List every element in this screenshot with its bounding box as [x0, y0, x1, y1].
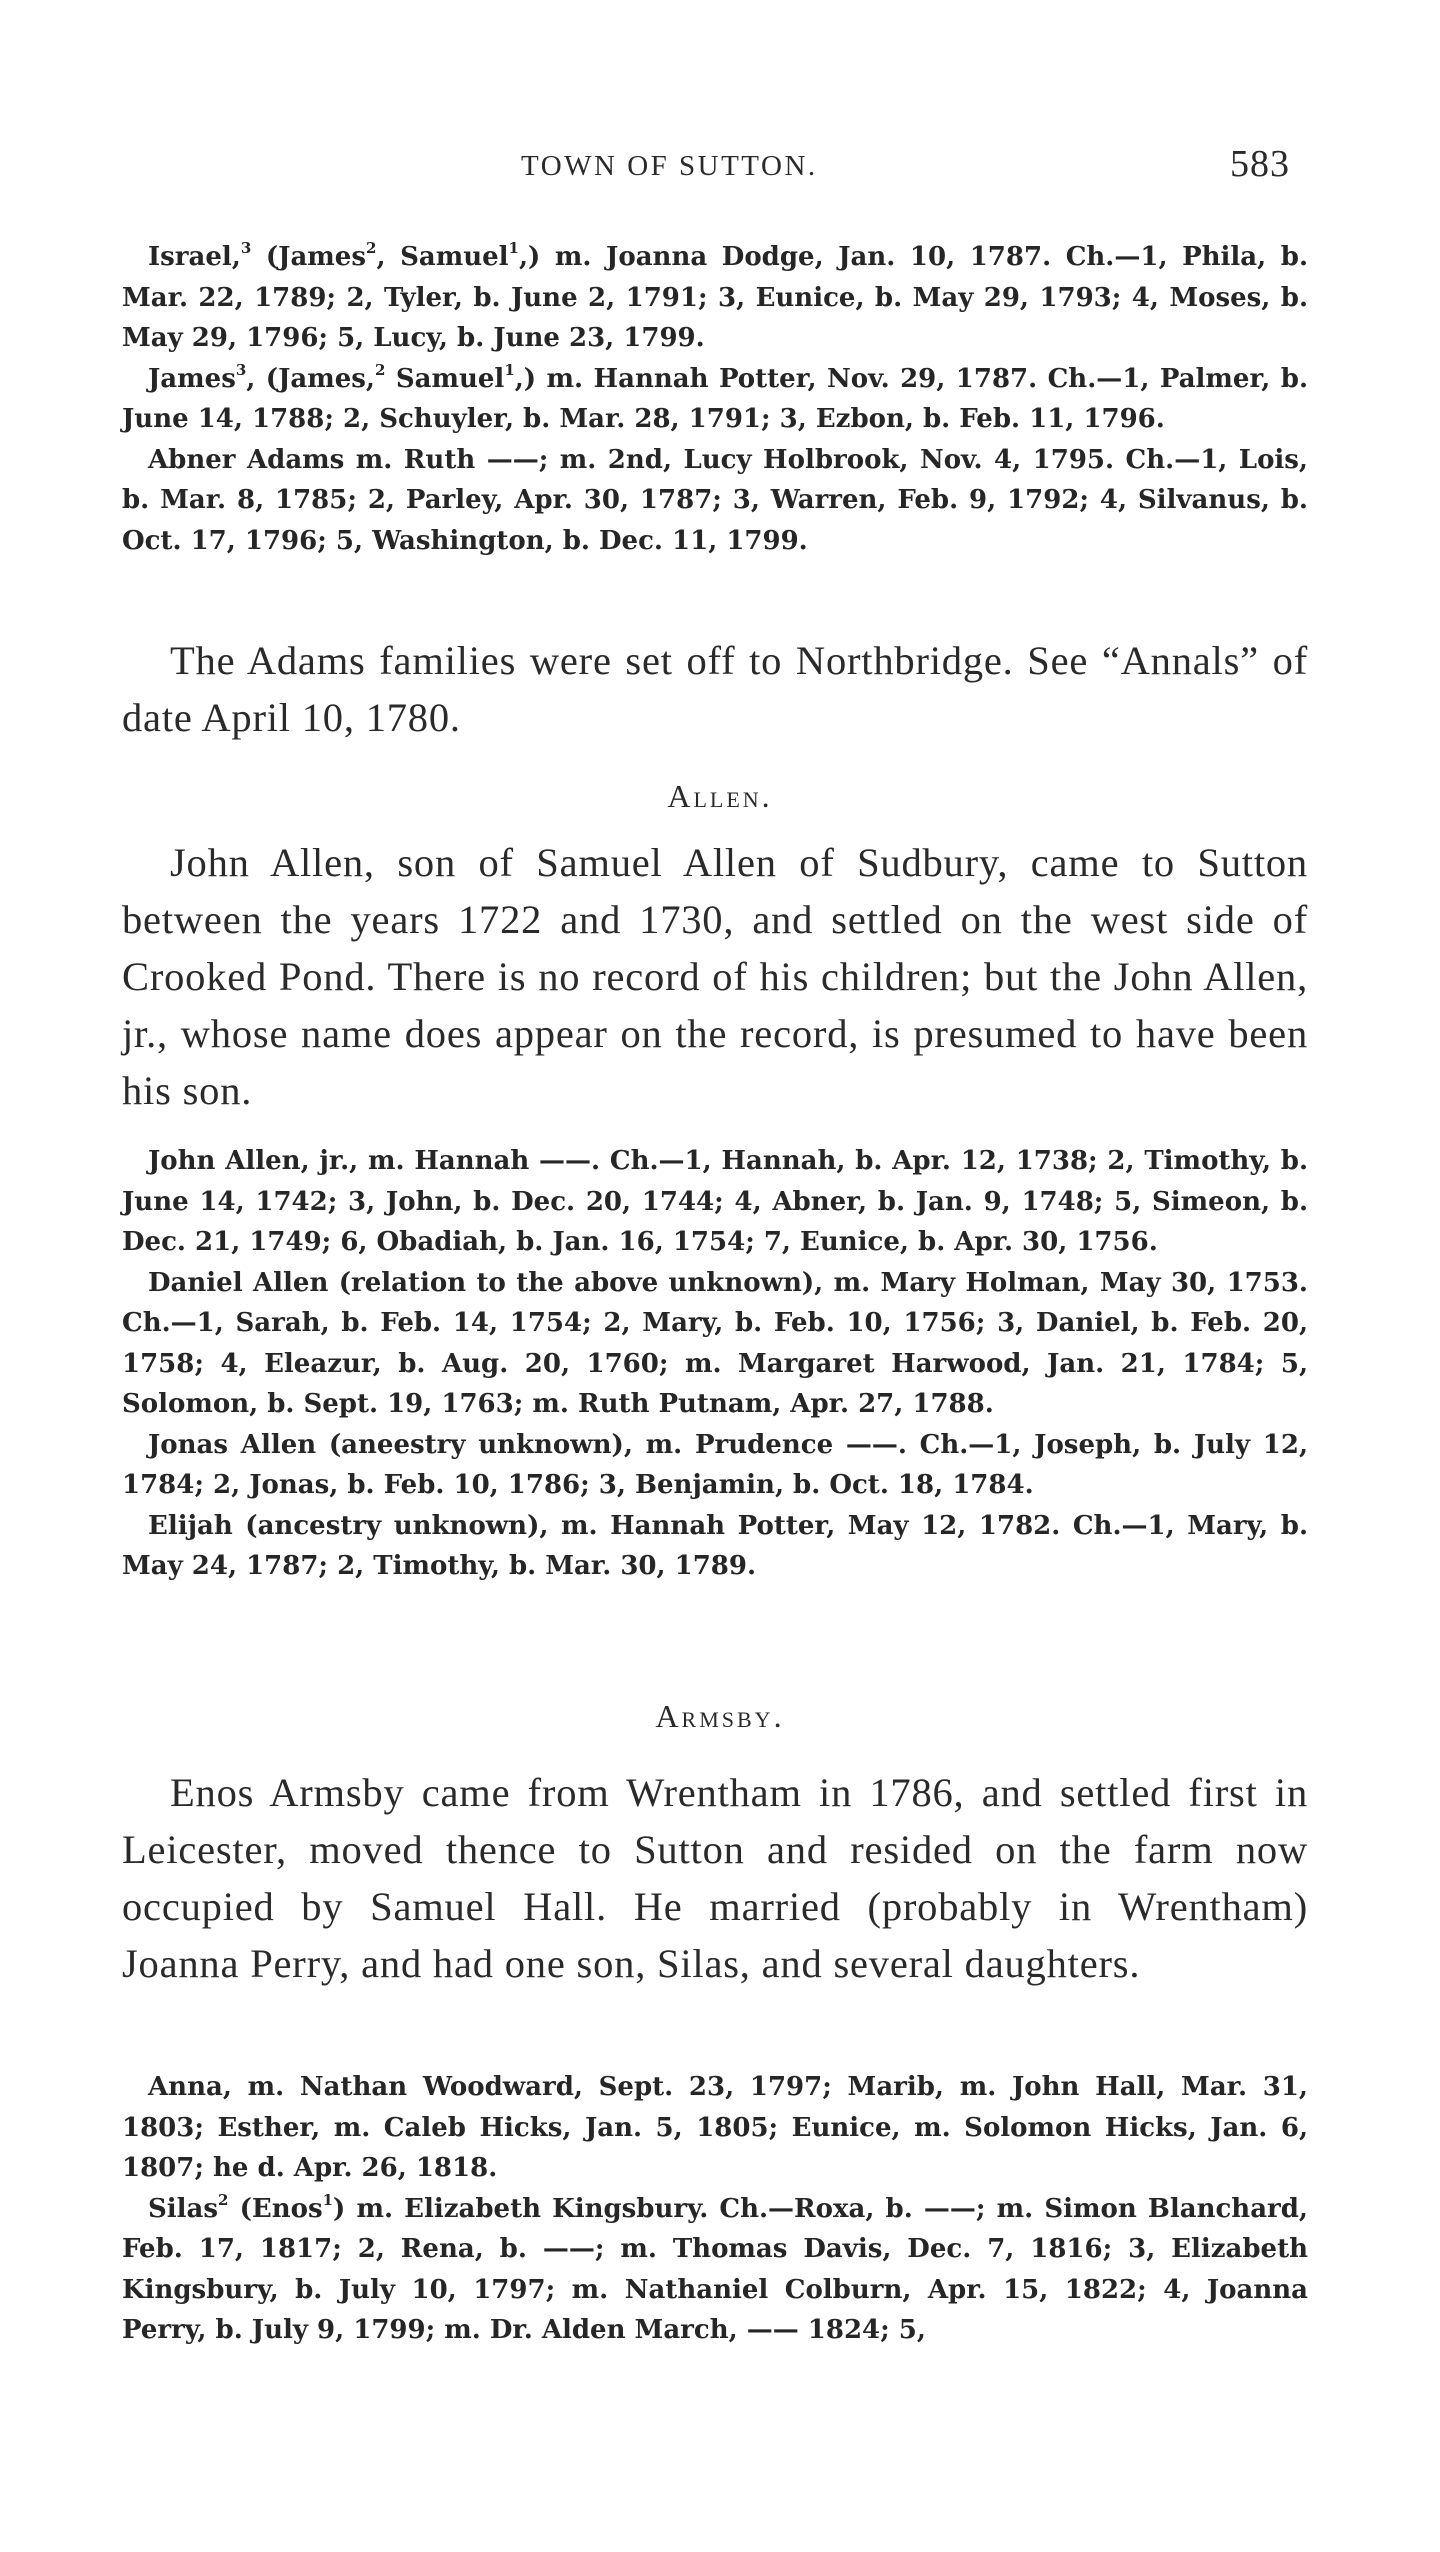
- armsby-intro: [122, 1764, 1308, 1992]
- running-title: TOWN OF SUTTON.: [521, 150, 818, 182]
- entry-anna: Anna, m. Nathan Woodward, Sept. 23, 1797; Marib, m. John Hall, Mar. 31, 1803; Esther, m. Caleb Hicks, Jan. 5, 1805; Eunice, m. Solomon Hicks, Jan. 6, 1807; he d. Apr. 26, 1818.: [122, 2072, 1308, 2183]
- armsby-genealogy-entries: [122, 2067, 1308, 2351]
- allen-intro: [122, 834, 1308, 1119]
- page-number: 583: [1230, 143, 1290, 185]
- entry-john-allen-jr: John Allen, jr., m. Hannah ——. Ch.—1, Hannah, b. Apr. 12, 1738; 2, Timothy, b. June 14, 1742; 3, John, b. Dec. 20, 1744; 4, Abner, b. Jan. 9, 1748; 5, Simeon, b. Dec. 21, 1749; 6, Obadiah, b. Jan. 16, 1754; 7, Eunice, b. Apr. 30, 1756.: [122, 1146, 1308, 1257]
- adams-note-paragraph: The Adams families were set off to Northbridge. See “Annals” of date April 10, 1780.: [122, 638, 1308, 740]
- adams-genealogy-entries: [122, 237, 1308, 561]
- allen-intro-paragraph: John Allen, son of Samuel Allen of Sudbury, came to Sutton between the years 1722 and 1730, and settled on the west side of Crooked Pond. There is no record of his children; but the John Allen, jr., whose name does appear on the record, is presumed to have been his son.: [122, 840, 1308, 1113]
- section-heading-allen: Allen.: [667, 778, 773, 814]
- entry-elijah: Elijah (ancestry unknown), m. Hannah Potter, May 12, 1782. Ch.—1, Mary, b. May 24, 1787; 2, Timothy, b. Mar. 30, 1789.: [122, 1510, 1308, 1581]
- entry-james: James$^3$, (James,$^2$ Samuel$^1$,) m. Hannah Potter, Nov. 29, 1787. Ch.—1, Palmer, b. June 14, 1788; 2, Schuyler, b. Mar. 28, 1791; 3, Ezbon, b. Feb. 11, 1796.: [122, 360, 1309, 434]
- entry-silas: Silas$^2$ (Enos$^1$) m. Elizabeth Kingsbury. Ch.—Roxa, b. ——; m. Simon Blanchard, Feb. 17, 1817; 2, Rena, b. ——; m. Thomas Davis, Dec. 7, 1816; 3, Elizabeth Kingsbury, b. July 10, 1797; m. Nathaniel Colburn, Apr. 15, 1822; 4, Joanna Perry, b. July 9, 1799; m. Dr. Alden March, —— 1824; 5,: [122, 2190, 1308, 2345]
- entry-daniel-allen: Daniel Allen (relation to the above unknown), m. Mary Holman, May 30, 1753. Ch.—1, Sarah, b. Feb. 14, 1754; 2, Mary, b. Feb. 10, 1756; 3, Daniel, b. Feb. 20, 1758; 4, Eleazur, b. Aug. 20, 1760; m. Margaret Harwood, Jan. 21, 1784; 5, Solomon, b. Sept. 19, 1763; m. Ruth Putnam, Apr. 27, 1788.: [122, 1267, 1308, 1419]
- running-header: [0, 142, 1440, 192]
- entry-israel: Israel,$^3$ (James$^2$, Samuel$^1$,) m. Joanna Dodge, Jan. 10, 1787. Ch.—1, Phila, b. Mar. 22, 1789; 2, Tyler, b. June 2, 1791; 3, Eunice, b. May 29, 1793; 4, Moses, b. May 29, 1796; 5, Lucy, b. June 23, 1799.: [122, 239, 1308, 353]
- armsby-intro-paragraph: Enos Armsby came from Wrentham in 1786, and settled first in Leicester, moved thence to Sutton and resided on the farm now occupied by Samuel Hall. He married (probably in Wrentham) Joanna Perry, and had one son, Silas, and several daughters.: [122, 1770, 1308, 1986]
- adams-note: [122, 632, 1308, 746]
- entry-abner-adams: Abner Adams m. Ruth ——; m. 2nd, Lucy Holbrook, Nov. 4, 1795. Ch.—1, Lois, b. Mar. 8, 1785; 2, Parley, Apr. 30, 1787; 3, Warren, Feb. 9, 1792; 4, Silvanus, b. Oct. 17, 1796; 5, Washington, b. Dec. 11, 1799.: [122, 444, 1308, 556]
- entry-jonas-allen: Jonas Allen (aneestry unknown), m. Prudence ——. Ch.—1, Joseph, b. July 12, 1784; 2, Jonas, b. Feb. 10, 1786; 3, Benjamin, b. Oct. 18, 1784.: [122, 1429, 1308, 1500]
- section-heading-armsby: Armsby.: [655, 1698, 785, 1734]
- allen-genealogy-entries: [122, 1141, 1308, 1587]
